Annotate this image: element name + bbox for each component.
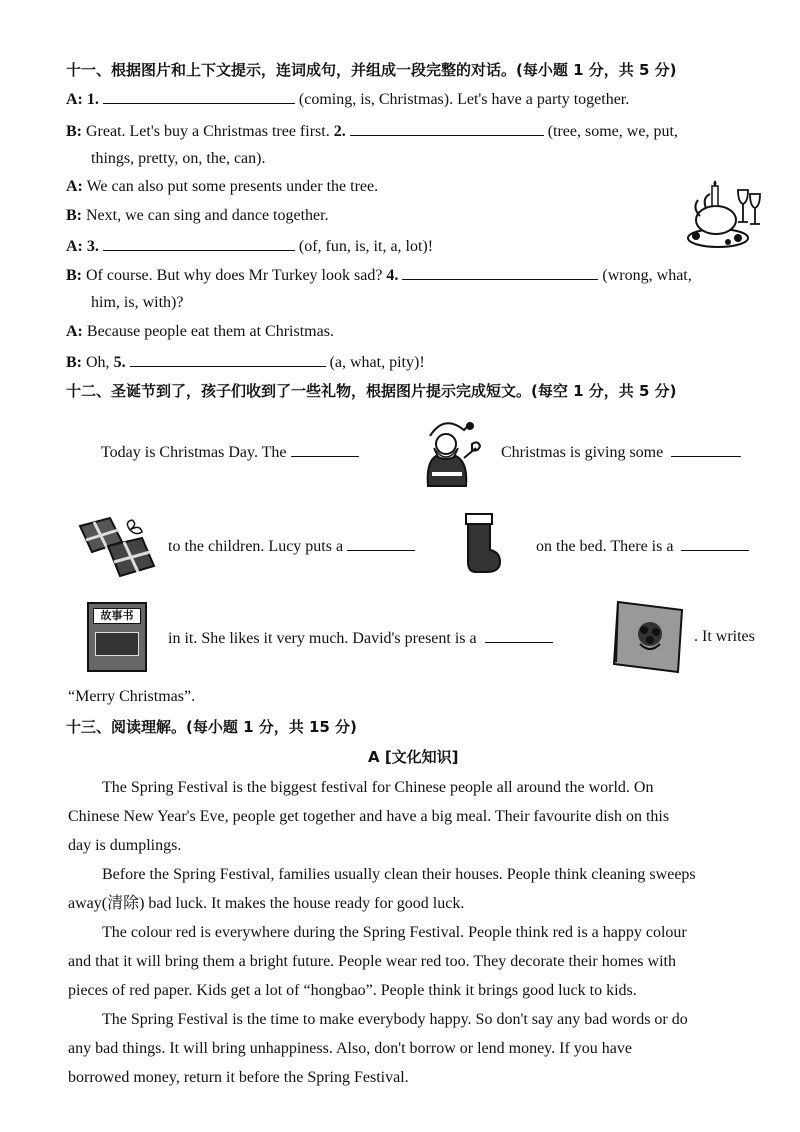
passage-blank-2[interactable] xyxy=(671,442,741,457)
dialog-line-8: B: Oh, 5. (a, what, pity)! xyxy=(66,354,425,371)
dialog-line-6: B: Of course. But why does Mr Turkey look sad? 4. (wrong, what, xyxy=(66,267,692,284)
dialog-line-1: A: 1. (coming, is, Christmas). Let's have a party together. xyxy=(66,91,630,108)
passage-blank-3[interactable] xyxy=(347,536,415,551)
passage-blank-5[interactable] xyxy=(485,628,553,643)
passage-blank-4[interactable] xyxy=(681,536,749,551)
passage-row-2b: on the bed. There is a xyxy=(536,536,749,556)
dialog-line-6-cont: him, is, with)? xyxy=(91,294,184,311)
santa-claus-icon xyxy=(412,414,488,488)
section-13-heading: 十三、阅读理解。(每小题 1 分，共 15 分) xyxy=(66,718,357,736)
passage-row-1a: Today is Christmas Day. The xyxy=(101,442,359,462)
reading-paragraph-4: The Spring Festival is the time to make everybody happy. So don't say any bad words or do any bad things. It will bring unhappiness. Also, don't borrow or lend money. If you have borrowed money, return it before the Spring Festival. xyxy=(68,1011,688,1086)
turkey-dinner-icon xyxy=(682,178,768,252)
answer-blank-2[interactable] xyxy=(350,121,544,136)
section-12-heading: 十二、圣诞节到了，孩子们收到了一些礼物，根据图片提示完成短文。(每空 1 分，共 5 分) xyxy=(66,382,677,400)
dialog-line-5: A: 3. (of, fun, is, it, a, lot)! xyxy=(66,238,434,255)
speaker: A: xyxy=(66,91,83,108)
storybook-icon xyxy=(87,602,147,672)
passage-row-3a: in it. She likes it very much. David's present is a xyxy=(168,628,553,648)
passage-row-1b: Christmas is giving some xyxy=(501,442,741,462)
passage-title: A [文化知识] xyxy=(368,748,459,766)
question-number: 1. xyxy=(86,91,99,108)
dialog-line-4: B: Next, we can sing and dance together. xyxy=(66,207,329,224)
christmas-card-icon xyxy=(610,598,688,674)
reading-paragraph-3: The colour red is everywhere during the Spring Festival. People think red is a happy colour and that it will bring them a bright future. People wear red too. They decorate their homes with pieces of red paper. Kids get a lot of “hongbao”. People think it brings good luck to kids. xyxy=(68,924,687,999)
answer-blank-4[interactable] xyxy=(402,265,598,280)
reading-paragraph-1: The Spring Festival is the biggest festival for Chinese people all around the world. On Chinese New Year's Eve, people get together and have a big meal. Their favourite dish on this day is dumplings. xyxy=(68,779,670,854)
answer-blank-1[interactable] xyxy=(103,89,295,104)
answer-blank-5[interactable] xyxy=(130,352,326,367)
passage-row-4: “Merry Christmas”. xyxy=(68,688,196,705)
passage-row-3b: . It writes xyxy=(694,628,755,645)
dialog-line-7: A: Because people eat them at Christmas. xyxy=(66,323,334,340)
passage-blank-1[interactable] xyxy=(291,442,359,457)
dialog-line-2-cont: things, pretty, on, the, can). xyxy=(91,150,266,167)
passage-row-2a: to the children. Lucy puts a xyxy=(168,536,415,556)
dialog-line-2: B: Great. Let's buy a Christmas tree first. 2. (tree, some, we, put, xyxy=(66,123,678,140)
answer-blank-3[interactable] xyxy=(103,236,295,251)
section-11-heading: 十一、根据图片和上下文提示，连词成句，并组成一段完整的对话。(每小题 1 分，共 5 分) xyxy=(66,61,677,79)
stocking-icon xyxy=(458,512,506,574)
gift-boxes-icon xyxy=(74,508,160,580)
dialog-line-3: A: We can also put some presents under the tree. xyxy=(66,178,379,195)
reading-paragraph-2: Before the Spring Festival, families usually clean their houses. People think cleaning sweeps away(清除) bad luck. It makes the house ready for good luck. xyxy=(68,866,696,912)
storybook-label: 故事书 xyxy=(93,608,141,624)
